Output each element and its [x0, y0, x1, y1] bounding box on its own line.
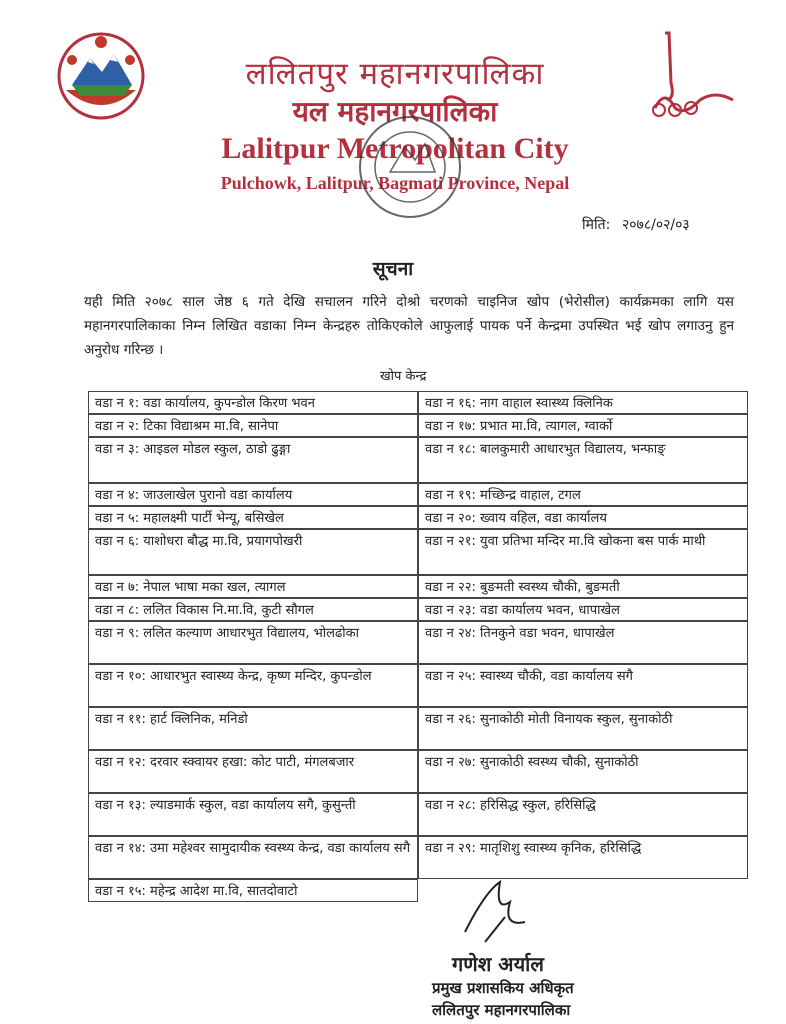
ward-cell-right: वडा न १९: मच्छिन्द्र वाहाल, टगल: [418, 483, 748, 506]
ward-cell-left: वडा न ८: ललित विकास नि.मा.वि, कुटी सौगल: [88, 598, 418, 621]
ward-cell-right: वडा न २०: ख्वाय वहिल, वडा कार्यालय: [418, 506, 748, 529]
ward-cell-left: वडा न २: टिका विद्याश्रम मा.वि, सानेपा: [88, 414, 418, 437]
ward-cell-left: वडा न १३: ल्याडमार्क स्कुल, वडा कार्यालय सगै, कुसुन्ती: [88, 793, 418, 836]
ward-cell-right: वडा न २१: युवा प्रतिभा मन्दिर मा.वि खोकना बस पार्क माथी: [418, 529, 748, 575]
notice-title: सूचना: [372, 258, 414, 280]
signer-name: गणेश अर्याल: [452, 952, 544, 976]
office-stamp-icon: [355, 112, 465, 222]
ward-cell-right: वडा न २५: स्वास्थ्य चौकी, वडा कार्यालय सगै: [418, 664, 748, 707]
ward-cell-left: वडा न ७: नेपाल भाषा मका खल, त्यागल: [88, 575, 418, 598]
ward-cell-right: वडा न १८: बालकुमारी आधारभुत विद्यालय, भन्फाङ्: [418, 437, 748, 483]
ward-cell-left: वडा न ६: याशोधरा बौद्ध मा.वि, प्रयागपोखरी: [88, 529, 418, 575]
ward-cell-left: वडा न १२: दरवार स्क्वायर हखा: कोट पाटी, मंगलबजार: [88, 750, 418, 793]
signer-title: प्रमुख प्रशासकिय अधिकृत: [432, 979, 574, 997]
ward-cell-left: वडा न ५: महालक्ष्मी पार्टी भेन्यू, बसिखेल: [88, 506, 418, 529]
ward-cell-left: वडा न ३: आइडल मोडल स्कुल, ठाडो ढुङ्गा: [88, 437, 418, 483]
ward-cell-left: वडा न ४: जाउलाखेल पुरानो वडा कार्यालय: [88, 483, 418, 506]
header-title-newari: यल महानगरपालिका: [292, 95, 498, 128]
ward-cell-left: वडा न १: वडा कार्यालय, कुपन्डोल किरण भवन: [88, 391, 418, 414]
nepal-emblem-icon: [52, 30, 150, 122]
header-title-nepali: ललितपुर महानगरपालिका: [245, 56, 545, 92]
date-label: मिति:: [582, 217, 611, 233]
ward-cell-right: वडा न २२: बुङमती स्वस्थ्य चौकी, बुङमती: [418, 575, 748, 598]
signer-org: ललितपुर महानगरपालिका: [432, 1001, 571, 1019]
ward-cell-left: वडा न १४: उमा महेश्वर सामुदायीक स्वस्थ्य केन्द्र, वडा कार्यालय सगै: [88, 836, 418, 879]
ward-cell-right: वडा न २४: तिनकुने वडा भवन, धापाखेल: [418, 621, 748, 664]
table-caption: खोप केन्द्र: [380, 369, 427, 384]
ward-cell-left: वडा न १०: आधारभुत स्वास्थ्य केन्द्र, कृष्ण मन्दिर, कुपन्डोल: [88, 664, 418, 707]
header-title-english: Lalitpur Metropolitan City: [221, 132, 569, 165]
ward-cell-right: वडा न २६: सुनाकोठी मोती विनायक स्कुल, सुनाकोठी: [418, 707, 748, 750]
ward-cell-left: वडा न ११: हार्ट क्लिनिक, मनिडो: [88, 707, 418, 750]
ward-cell-right: वडा न २७: सुनाकोठी स्वस्थ्य चौकी, सुनाकोठी: [418, 750, 748, 793]
date-value: २०७८/०२/०३: [622, 217, 690, 233]
ward-cell-left: वडा न ९: ललित कल्याण आधारभुत विद्यालय, भोलढोका: [88, 621, 418, 664]
ward-cell-right: वडा न २९: मातृशिशु स्वास्थ्य कृनिक, हरिसिद्धि: [418, 836, 748, 879]
ward-cell-left: वडा न १५: महेन्द्र आदेश मा.वि, सातदोवाटो: [88, 879, 418, 902]
ward-cell-right: वडा न २८: हरिसिद्ध स्कुल, हरिसिद्धि: [418, 793, 748, 836]
ward-cell-right: वडा न २३: वडा कार्यालय भवन, धापाखेल: [418, 598, 748, 621]
signature-icon: [455, 872, 535, 952]
conch-logo-icon: [645, 28, 740, 123]
ward-cell-right: वडा न १७: प्रभात मा.वि, त्यागल, ग्वार्को: [418, 414, 748, 437]
ward-cell-right: वडा न १६: नाग वाहाल स्वास्थ्य क्लिनिक: [418, 391, 748, 414]
header-address: Pulchowk, Lalitpur, Bagmati Province, Nepal: [220, 173, 570, 193]
notice-body: यही मिति २०७८ साल जेष्ठ ६ गते देखि सचालन गरिने दोश्रो चरणको चाइनिज खोप (भेरोसील) कार्यक्रमका लागि यस महानगरपालिकाका निम्न लिखित वडाका निम्न केन्द्रहरु तोकिएकोले आफुलाई पायक पर्ने केन्द्रमा उपस्थित भई खोप लगाउनु हुन अनुरोध गरिन्छ ।: [84, 294, 734, 358]
